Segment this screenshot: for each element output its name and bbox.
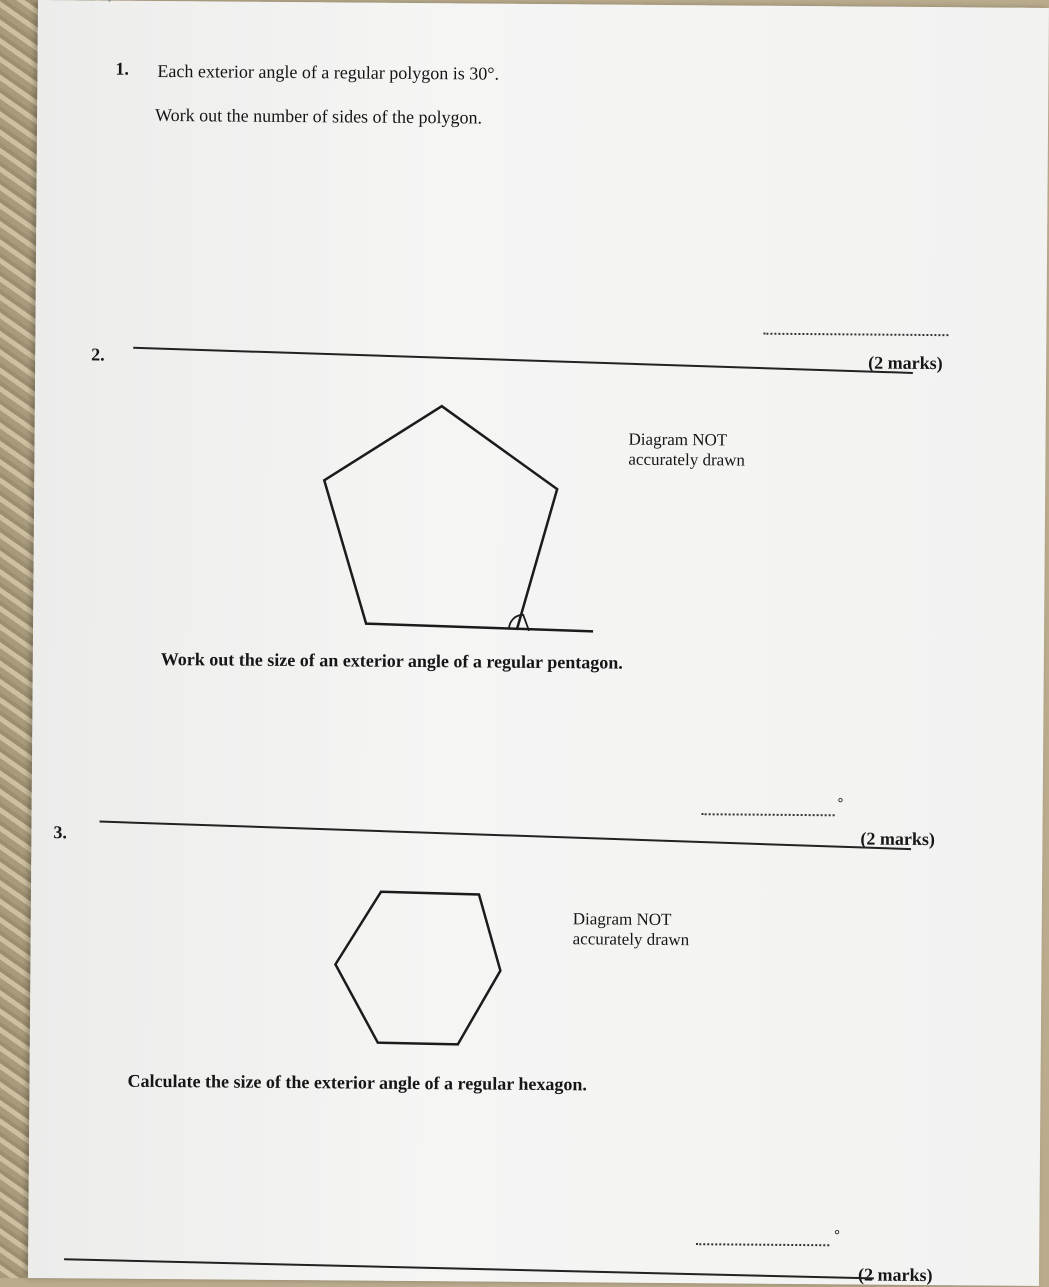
worksheet-page xyxy=(28,0,1049,1286)
question-1-number: 1. xyxy=(115,58,130,79)
question-2-number: 2. xyxy=(91,344,105,365)
question-3-marks: (2 marks) xyxy=(857,1264,933,1286)
diagram-note-line2: accurately drawn xyxy=(628,449,746,470)
question-3-text: Calculate the size of the exterior angle of a regular hexagon. xyxy=(127,1070,588,1095)
question-3-divider xyxy=(64,1258,874,1279)
page-corner-mark xyxy=(108,0,141,2)
hexagon-diagram-note xyxy=(573,909,690,950)
question-2-marks: (2 marks) xyxy=(860,828,936,850)
pentagon-shape xyxy=(323,405,558,629)
diagram-note-line2: accurately drawn xyxy=(572,929,690,950)
question-3-answer-line[interactable] xyxy=(696,1243,829,1246)
question-1-marks: (2 marks) xyxy=(868,352,943,374)
question-1-divider xyxy=(133,347,913,374)
question-3-number: 3. xyxy=(53,822,68,843)
diagram-note-line1: Diagram NOT xyxy=(628,429,728,450)
hexagon-shape xyxy=(335,891,501,1044)
question-2-answer-line[interactable] xyxy=(702,813,835,816)
question-1-text-line2: Work out the number of sides of the polygon. xyxy=(155,104,483,128)
question-1-answer-line[interactable] xyxy=(763,333,948,336)
question-2-degree-symbol: ° xyxy=(837,796,844,812)
question-2-text: Work out the size of an exterior angle of a regular pentagon. xyxy=(160,648,623,673)
pentagon-diagram-note xyxy=(628,430,745,471)
question-1-text-line1: Each exterior angle of a regular polygon is 30°. xyxy=(157,60,500,84)
diagram-note-line1: Diagram NOT xyxy=(572,909,672,930)
hexagon-diagram xyxy=(330,882,531,1054)
question-3-degree-symbol: ° xyxy=(834,1228,840,1244)
question-2-divider xyxy=(99,821,911,851)
pentagon-diagram xyxy=(313,397,615,639)
